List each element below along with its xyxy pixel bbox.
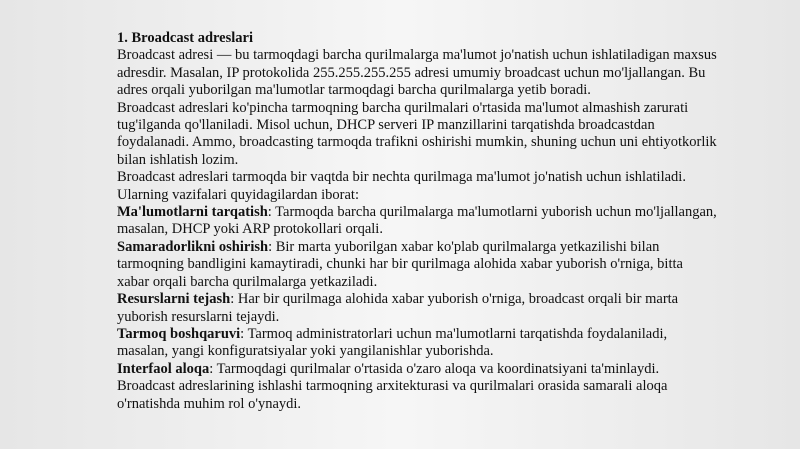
list-item-term: Ma'lumotlarni tarqatish <box>117 204 268 221</box>
list-item <box>117 204 717 239</box>
paragraph-usage: Broadcast adreslari ko'pincha tarmoqning barcha qurilmalari o'rtasida ma'lumot almashish zarurati tug'ilganda qo'llaniladi. Misol uchun, DHCP serveri IP manzillarini tarqatishda broadcastdan foydalanadi. Ammo, broadcasting tarmoqda trafikni oshirishi mumkin, shuning uchun uni ehtiyotkorlik bilan ishlatish lozim. <box>117 99 717 168</box>
list-item-text: : Tarmoq administratorlari uchun ma'lumotlarni tarqatishda foydalaniladi, masalan, yangi konfiguratsiyalar yoki yangilanishlar yuborishda. <box>117 325 668 360</box>
list-item-term: Resurslarni tejash <box>117 291 231 308</box>
paragraph-closing: Broadcast adreslarining ishlashi tarmoqning arxitekturasi va qurilmalari orasida samarali aloqa o'rnatishda muhim rol o'ynaydi. <box>117 378 668 412</box>
list-item <box>117 326 717 361</box>
list-item <box>117 291 717 326</box>
list-item-text: : Tarmoqdagi qurilmalar o'rtasida o'zaro aloqa va koordinatsiyani ta'minlaydi. <box>209 360 660 377</box>
section-heading: 1. Broadcast adreslari <box>117 30 254 46</box>
paragraph-definition: Broadcast adresi — bu tarmoqdagi barcha qurilmalarga ma'lumot jo'natish uchun ishlatiladigan maxsus adresdir. Masalan, IP protokolida 255.255.255.255 adresi umumiy broadcast uchun mo'ljallangan. Bu adres orqali yuborilgan ma'lumotlar tarmoqdagi barcha qurilmalarga yetib boradi. <box>117 47 717 99</box>
list-item <box>117 239 717 291</box>
document-body <box>117 30 717 413</box>
list-item-term: Interfaol aloqa <box>117 360 210 377</box>
list-item-text: : Bir marta yuborilgan xabar ko'plab qurilmalarga yetkazilishi bilan tarmoqning bandligini kamaytiradi, chunki har bir qurilmaga alohida xabar yuborish o'rniga, bitta xabar orqali barcha qurilmalarga yetkaziladi. <box>117 238 683 290</box>
list-item-text: : Tarmoqda barcha qurilmalarga ma'lumotlarni yuborish uchun mo'ljallangan, masalan, DHCP yoki ARP protokollari orqali. <box>117 204 717 238</box>
list-item <box>117 361 717 378</box>
paragraph-functions-intro: Broadcast adreslari tarmoqda bir vaqtda bir nechta qurilmaga ma'lumot jo'natish uchun ishlatiladi. Ularning vazifalari quyidagilardan iborat: <box>117 169 686 203</box>
list-item-text: : Har bir qurilmaga alohida xabar yuborish o'rniga, broadcast orqali bir marta yuborish resurslarni tejaydi. <box>117 291 679 325</box>
list-item-term: Tarmoq boshqaruvi <box>117 325 241 342</box>
list-item-term: Samaradorlikni oshirish <box>117 238 269 255</box>
